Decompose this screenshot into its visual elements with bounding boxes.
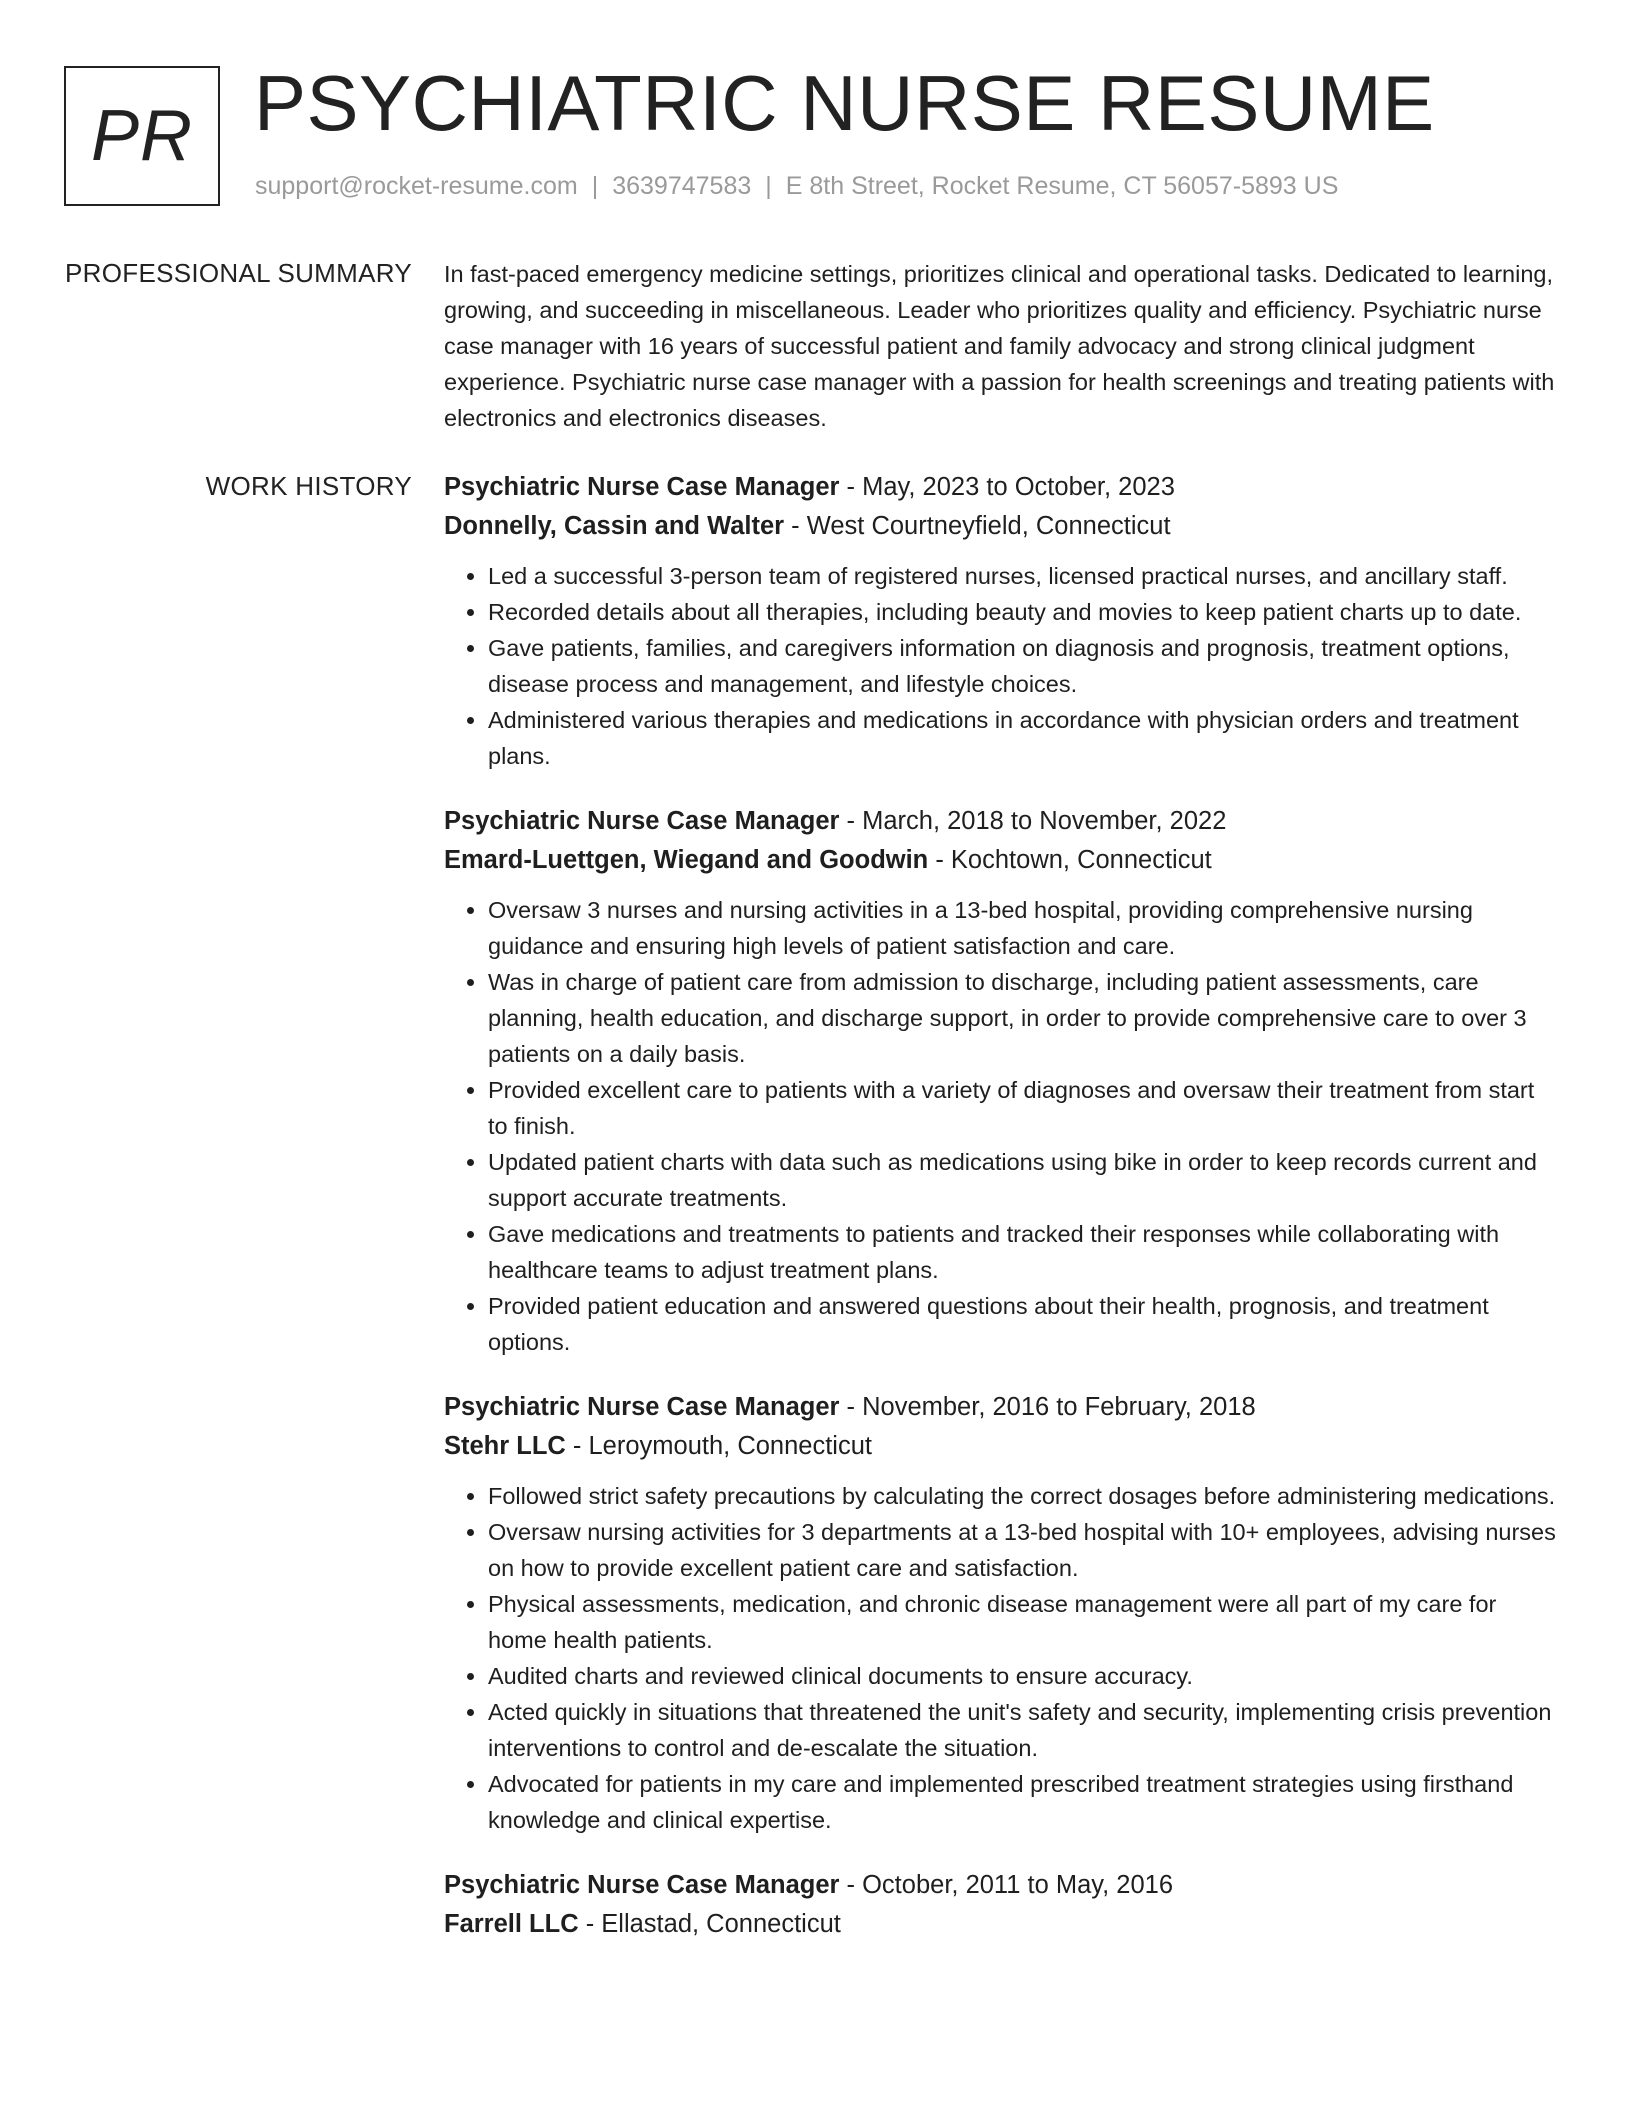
job-location: - West Courtneyfield, Connecticut	[784, 512, 1171, 540]
job-bullet: • Physical assessments, medication, and chronic disease management were all part of my care for home health patients.	[488, 1586, 1556, 1658]
contact-separator: |	[591, 172, 599, 200]
job-company: Stehr LLC	[444, 1432, 566, 1460]
section-label-summary: PROFESSIONAL SUMMARY	[65, 258, 412, 288]
contact-line	[255, 172, 1338, 201]
job-title: Psychiatric Nurse Case Manager	[444, 473, 840, 501]
job-bullet-list	[444, 558, 1556, 774]
summary-body	[444, 256, 1556, 436]
job-company-line	[444, 507, 1556, 546]
job-bullet: • Gave patients, families, and caregivers information on diagnosis and prognosis, treatment options, disease process and management, and lifestyle choices.	[488, 630, 1556, 702]
job-title: Psychiatric Nurse Case Manager	[444, 1871, 840, 1899]
job-location: - Kochtown, Connecticut	[928, 846, 1212, 874]
job-company: Farrell LLC	[444, 1910, 579, 1938]
job-company: Donnelly, Cassin and Walter	[444, 512, 785, 540]
job-bullet: • Updated patient charts with data such as medications using bike in order to keep records current and support accurate treatments.	[488, 1144, 1556, 1216]
job-company-line	[444, 841, 1556, 880]
job-title-line	[444, 802, 1556, 841]
job-company-line	[444, 1905, 1556, 1944]
job-bullet: • Oversaw 3 nurses and nursing activities in a 13-bed hospital, providing comprehensive nursing guidance and ensuring high levels of patient satisfaction and care.	[488, 892, 1556, 964]
job-title: Psychiatric Nurse Case Manager	[444, 807, 840, 835]
job-bullet: • Led a successful 3-person team of registered nurses, licensed practical nurses, and ancillary staff.	[488, 558, 1556, 594]
job-title-line	[444, 468, 1556, 507]
job-dates: - May, 2023 to October, 2023	[839, 473, 1175, 501]
work-history-list	[444, 468, 1556, 1972]
job-bullet: • Advocated for patients in my care and implemented prescribed treatment strategies using firsthand knowledge and clinical expertise.	[488, 1766, 1556, 1838]
page-title: PSYCHIATRIC NURSE RESUME	[254, 59, 1435, 147]
job-location: - Leroymouth, Connecticut	[565, 1432, 872, 1460]
job-bullet: • Provided excellent care to patients with a variety of diagnoses and oversaw their treatment from start to finish.	[488, 1072, 1556, 1144]
job-entry	[444, 1388, 1556, 1838]
job-bullet: • Acted quickly in situations that threatened the unit's safety and security, implementing crisis prevention interventions to control and de-escalate the situation.	[488, 1694, 1556, 1766]
contact-email[interactable]: support@rocket-resume.com	[255, 172, 578, 200]
job-title-line	[444, 1866, 1556, 1905]
job-dates: - November, 2016 to February, 2018	[839, 1393, 1256, 1421]
job-dates: - October, 2011 to May, 2016	[839, 1871, 1174, 1899]
job-bullet: • Oversaw nursing activities for 3 departments at a 13-bed hospital with 10+ employees, advising nurses on how to provide excellent patient care and satisfaction.	[488, 1514, 1556, 1586]
job-company: Emard-Luettgen, Wiegand and Goodwin	[444, 846, 929, 874]
job-title-line	[444, 1388, 1556, 1427]
job-entry	[444, 1866, 1556, 1944]
job-bullet: • Recorded details about all therapies, including beauty and movies to keep patient charts up to date.	[488, 594, 1556, 630]
monogram-badge: PR	[64, 66, 220, 206]
job-entry	[444, 468, 1556, 774]
job-location: - Ellastad, Connecticut	[578, 1910, 841, 1938]
contact-address: E 8th Street, Rocket Resume, CT 56057-5893 US	[785, 172, 1339, 200]
section-label-work-history: WORK HISTORY	[205, 471, 412, 501]
job-company-line	[444, 1427, 1556, 1466]
job-bullet: • Provided patient education and answered questions about their health, prognosis, and treatment options.	[488, 1288, 1556, 1360]
job-bullet: • Gave medications and treatments to patients and tracked their responses while collaborating with healthcare teams to adjust treatment plans.	[488, 1216, 1556, 1288]
job-bullet: • Followed strict safety precautions by calculating the correct dosages before administering medications.	[488, 1478, 1556, 1514]
contact-separator: |	[765, 172, 772, 200]
job-dates: - March, 2018 to November, 2022	[839, 807, 1227, 835]
job-title: Psychiatric Nurse Case Manager	[444, 1393, 840, 1421]
resume-header	[64, 59, 1604, 214]
job-entry	[444, 802, 1556, 1360]
summary-text: In fast-paced emergency medicine settings, prioritizes clinical and operational tasks. Dedicated to learning, growing, and succeeding in miscellaneous. Leader who prioritizes quality and efficiency. Psychiatric nurse case manager with 16 years of successful patient and family advocacy and strong clinical judgment experience. Psychiatric nurse case manager with a passion for health screenings and treating patients with electronics and electronics diseases.	[444, 261, 1555, 431]
job-bullet: • Was in charge of patient care from admission to discharge, including patient assessments, care planning, health education, and discharge support, in order to provide comprehensive care to over 3 patients on a daily basis.	[488, 964, 1556, 1072]
job-bullet: • Administered various therapies and medications in accordance with physician orders and treatment plans.	[488, 702, 1556, 774]
contact-phone[interactable]: 3639747583	[612, 172, 752, 200]
job-bullet-list	[444, 1478, 1556, 1838]
job-bullet-list	[444, 892, 1556, 1360]
job-bullet: • Audited charts and reviewed clinical documents to ensure accuracy.	[488, 1658, 1556, 1694]
